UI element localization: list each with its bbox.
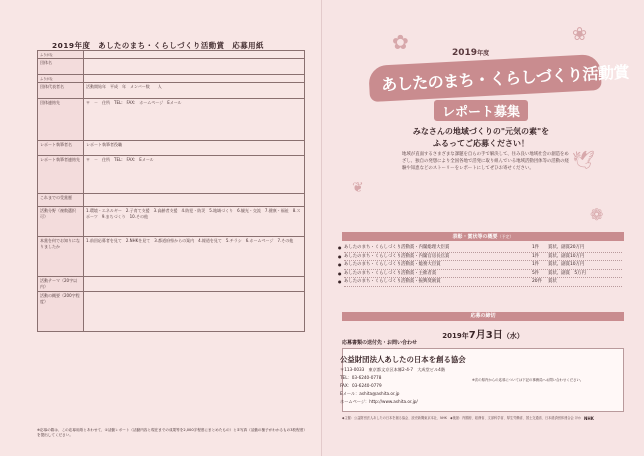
form-field[interactable]	[84, 292, 305, 332]
form-title: 2019年度 あしたのまち・くらしづくり活動賞 応募用紙	[52, 41, 264, 50]
contact-details	[340, 366, 445, 406]
form-row	[38, 83, 305, 99]
form-row	[38, 141, 305, 156]
prize-count: 5件	[532, 270, 540, 276]
email[interactable]: Eメール：ashita@ashita.or.jp	[340, 391, 400, 396]
prize-count: 1件	[532, 245, 540, 250]
flower-icon: ✿	[392, 30, 409, 54]
application-form-table	[37, 50, 305, 332]
form-row	[38, 59, 305, 75]
form-label: これまでの受賞歴	[38, 194, 84, 207]
prize-name: あしたのまち・くらしづくり活動賞・振興奨励賞	[344, 279, 441, 284]
prize-row	[338, 253, 622, 262]
prize-count: 20件	[532, 279, 542, 284]
form-field[interactable]	[84, 59, 305, 75]
form-row	[38, 99, 305, 141]
form-label: ふりがな	[38, 51, 84, 59]
prize-name: あしたのまち・くらしづくり活動賞・主催者賞	[344, 270, 437, 276]
form-label: レポート執筆者連絡先	[38, 156, 84, 194]
leaf-icon: ❦	[352, 180, 364, 196]
prize-row	[338, 244, 622, 253]
prize-name: あしたのまち・くらしづくり活動賞・内閣官房長官賞	[344, 253, 450, 259]
flower-icon: ❀	[572, 24, 588, 45]
prize-award: 賞状	[548, 279, 557, 284]
form-field[interactable]	[84, 277, 305, 292]
form-field[interactable]: 〒 － 住所 TEL: FAX: Eメール	[84, 156, 305, 194]
award-title: あしたのまち・くらしづくり活動賞	[380, 62, 630, 95]
bullet-icon: ●	[338, 270, 342, 276]
report-recruitment-label: レポート募集	[434, 100, 528, 121]
form-field[interactable]	[84, 194, 305, 207]
prize-row	[338, 278, 622, 287]
form-field[interactable]	[84, 51, 305, 59]
flyer-page	[322, 0, 644, 456]
form-label: ふりがな	[38, 75, 84, 83]
catch-copy	[376, 126, 586, 150]
form-label: 活動の概要（200字程度）	[38, 292, 84, 332]
fax: FAX：03-6240-0779	[340, 383, 382, 388]
bullet-icon: ●	[338, 279, 342, 284]
phone: TEL：03-6240-0778	[340, 375, 382, 380]
flower-icon: ❁	[590, 205, 604, 224]
form-row	[38, 207, 305, 237]
sponsor-credits: ◆主催：公益財団法人あしたの日本を創る協会、読売新聞東京本社、NHK ◆後援：内閣府、総務省、文部科学省、厚生労働省、国土交通省、日本経済団体連合会 ほか	[342, 416, 582, 420]
prize-row	[338, 261, 622, 270]
form-label: 団体連絡先	[38, 99, 84, 141]
bullet-icon: ●	[338, 262, 342, 267]
regional-notes: ※次の県内からの応募については下記の事務局へお問い合わせください。	[472, 378, 584, 382]
form-label: 本賞を何でお知りになりましたか	[38, 237, 84, 277]
form-row	[38, 156, 305, 194]
form-row	[38, 75, 305, 83]
form-row	[38, 51, 305, 59]
form-label: 活動テーマ（20字以内）	[38, 277, 84, 292]
form-field[interactable]: 1.前回応募者を見て 2.NHKを見て 3.都道府県からの案内 4.報道を見て 5.チラシ 6.ホームページ 7.その他	[84, 237, 305, 277]
form-label: 活動分野（複数選択可）	[38, 207, 84, 237]
form-label: 団体名	[38, 59, 84, 75]
organization-name: 公益財団法人あしたの日本を創る協会	[340, 355, 466, 364]
catch-line-1: みなさんの地域づくりの"元気の素"を	[412, 127, 550, 136]
prize-count: 1件	[532, 253, 540, 259]
catch-line-2: ふるってご応募ください！	[433, 139, 529, 148]
prize-row	[338, 270, 622, 279]
year-label: 2019年度	[452, 48, 490, 58]
contact-header: 応募書類の送付先・お問い合わせ	[342, 340, 418, 346]
prize-header: 表彰・賞状等の概要（予定）	[342, 232, 624, 241]
form-field[interactable]: レポート執筆者役職	[84, 141, 305, 156]
website-link[interactable]: ホームページ：http://www.ashita.or.jp/	[340, 399, 418, 404]
address: 〒113-0033 東京都文京区本郷2-4-7 大成堂ビル4階	[340, 367, 446, 372]
prize-award: 賞状、副賞10万円	[548, 253, 585, 259]
prize-name: あしたのまち・くらしづくり活動賞・内閣総理大臣賞	[344, 245, 450, 250]
intro-text: 地域が直面するさまざまな課題を自らの手で解決して、住み良い地域社会の創造をめざし、独自の発想により全国各地で活発に取り組んでいる地域活動団体等の活動の経験や知恵などのストーリーをレポートにしてぜひお寄せください。	[402, 152, 569, 171]
award-banner	[368, 54, 630, 102]
deadline-header: 応募の締切	[342, 312, 624, 321]
form-row	[38, 194, 305, 207]
bullet-icon: ●	[338, 253, 342, 259]
form-label: 団体代表者名	[38, 83, 84, 99]
prize-name: あしたのまち・くらしづくり活動賞・総務大臣賞	[344, 262, 441, 267]
prize-award: 賞状、副賞20万円	[548, 245, 585, 250]
form-field[interactable]	[84, 75, 305, 83]
form-row	[38, 237, 305, 277]
form-row	[38, 277, 305, 292]
form-field[interactable]: 〒 － 住所 TEL: FAX: ホームページ Eメール	[84, 99, 305, 141]
form-field[interactable]: 活動開始年 平成 年 メンバー数 人	[84, 83, 305, 99]
prize-list	[338, 244, 622, 287]
deadline: 2019年7月3日（水）	[442, 330, 524, 341]
prize-award: 賞状、副賞 5万円	[548, 270, 586, 276]
prize-award: 賞状、副賞10万円	[548, 262, 585, 267]
prize-count: 1件	[532, 262, 540, 267]
form-label: レポート執筆者名	[38, 141, 84, 156]
nhk-logo: NHK	[584, 416, 594, 421]
form-field[interactable]: 1.環境・エネルギー 2.子育て支援 3.高齢者支援 4.防犯・防災 5.地域づくり 6.観光・交流 7.健康・福祉 8.スポーツ 9.まちづくり 10.その他	[84, 207, 305, 237]
form-row	[38, 292, 305, 332]
form-footnote: ※応募の際は、この応募用紙とあわせて、①活動レポート（活動内容と現在までの成果等を2,000字程度にまとめたもの）と②写真（活動の様子がわかるもの3枚程度）を提出してください。	[37, 428, 307, 437]
bullet-icon: ●	[338, 245, 342, 250]
bird-icon: 🕊	[572, 150, 595, 171]
